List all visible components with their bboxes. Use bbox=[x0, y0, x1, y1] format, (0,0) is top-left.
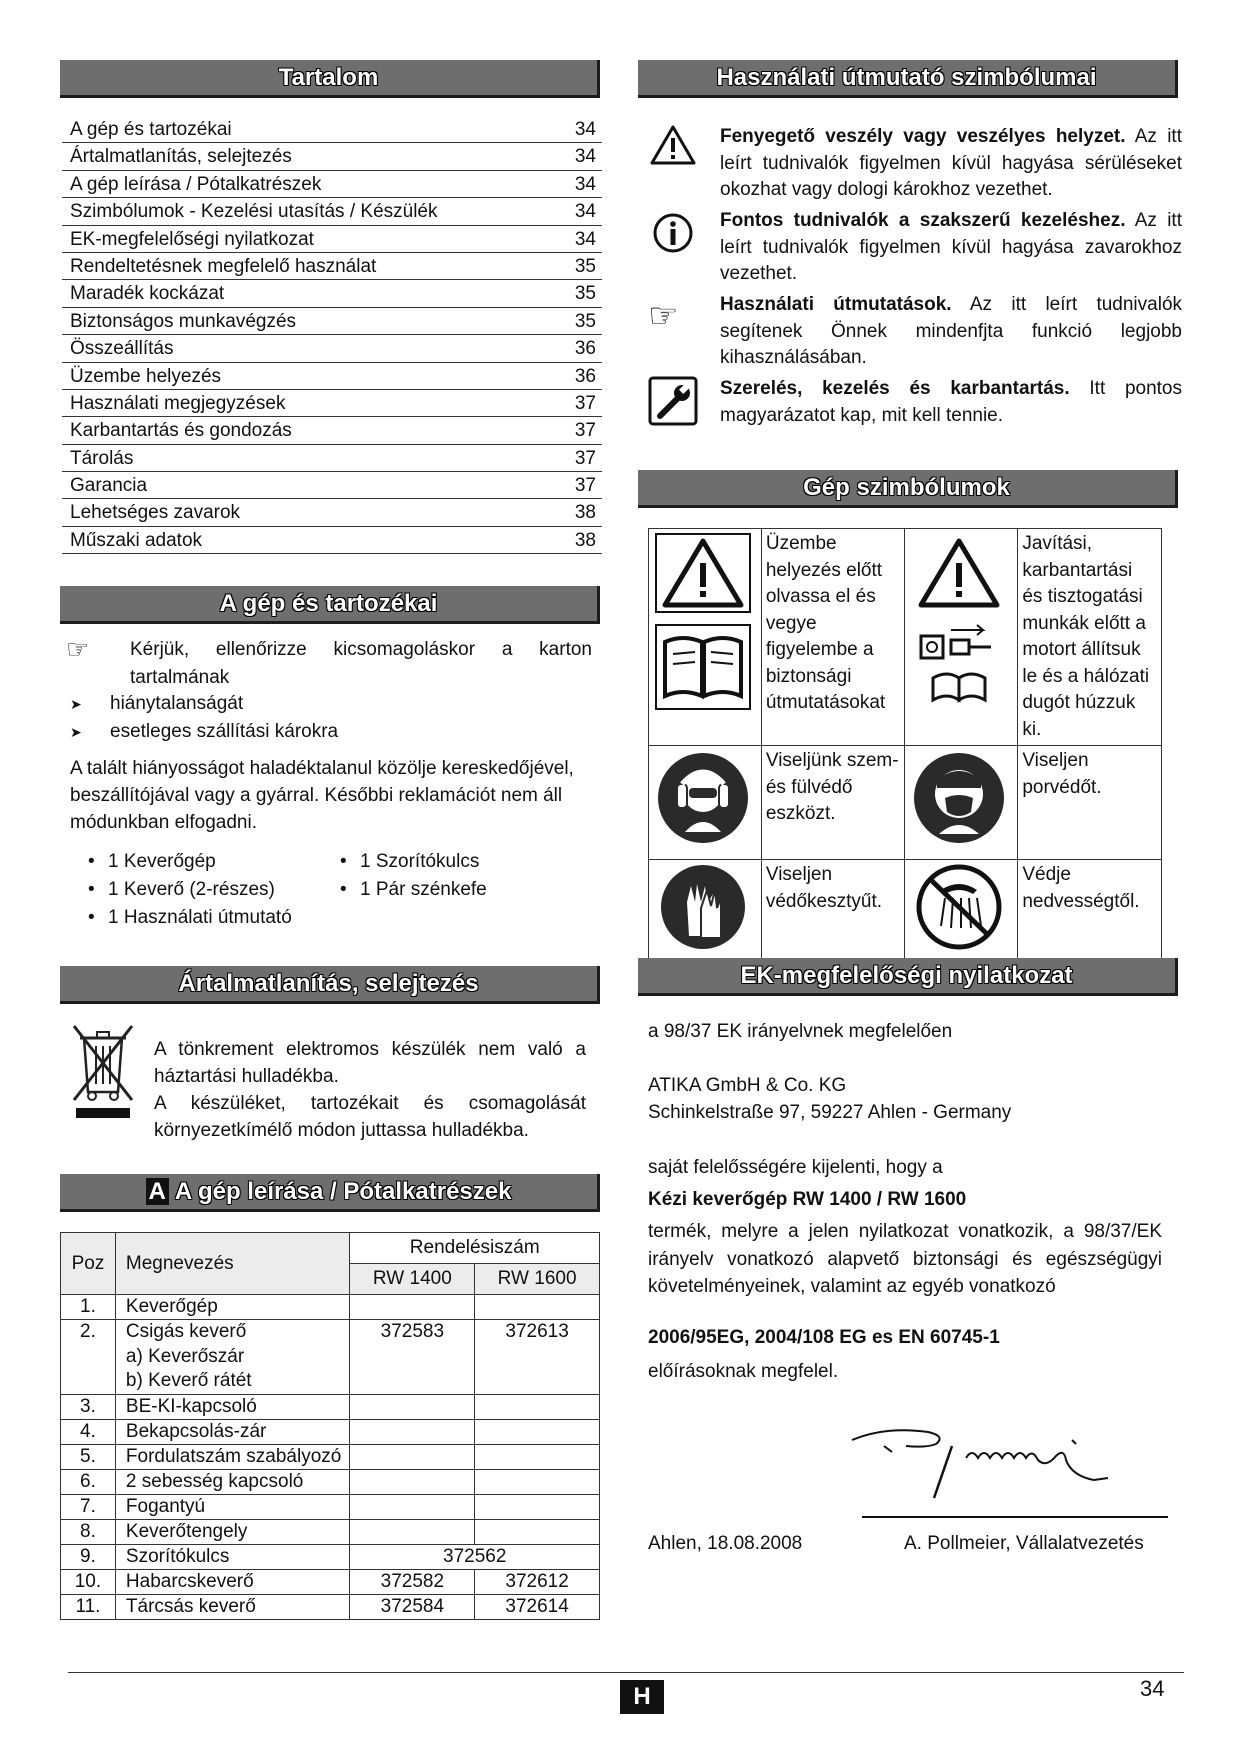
symbol-maintenance-text bbox=[720, 376, 1182, 429]
col-rw1600: RW 1600 bbox=[475, 1264, 600, 1295]
toc-label: A gép leírása / Pótalkatrészek bbox=[70, 173, 322, 195]
toc-page: 34 bbox=[574, 119, 596, 140]
disposal-header bbox=[60, 966, 600, 1004]
signature-line bbox=[862, 1516, 1168, 1518]
accessories-header bbox=[60, 586, 600, 624]
toc-row bbox=[62, 363, 602, 390]
part-order-rw1400 bbox=[350, 1469, 475, 1494]
gloves-icon-cell bbox=[649, 860, 762, 964]
toc-row bbox=[62, 390, 602, 417]
toc-label: A gép és tartozékai bbox=[70, 119, 232, 140]
table-row bbox=[61, 1444, 600, 1469]
toc-title: Tartalom bbox=[278, 64, 379, 91]
no-water-icon bbox=[911, 864, 1007, 950]
accessories-title: A gép és tartozékai bbox=[219, 590, 438, 617]
part-pos: 5. bbox=[61, 1444, 116, 1469]
machine-symbols-header bbox=[638, 470, 1178, 508]
toc-page: 37 bbox=[574, 392, 596, 414]
gloves-icon bbox=[655, 864, 751, 950]
ec-company: ATIKA GmbH & Co. KG bbox=[648, 1075, 847, 1096]
part-order-both: 372562 bbox=[350, 1544, 600, 1569]
part-pos: 10. bbox=[61, 1569, 116, 1594]
part-name: Habarcskeverő bbox=[115, 1569, 350, 1594]
eye-ear-protection-icon-cell bbox=[649, 746, 762, 860]
toc-row bbox=[62, 198, 602, 225]
pointing-hand-icon: ☞ bbox=[66, 634, 90, 664]
toc-page: 37 bbox=[574, 447, 596, 469]
language-badge: H bbox=[620, 1680, 664, 1714]
symbol-info-text bbox=[720, 208, 1182, 288]
crossed-bin-icon bbox=[70, 1024, 136, 1120]
toc-row bbox=[62, 171, 602, 198]
warning-unplug-icon-cell bbox=[905, 529, 1018, 746]
toc-page: 34 bbox=[574, 201, 596, 223]
accessories-bullets bbox=[62, 690, 592, 746]
symbol-cell-read-manual: Üzembe helyezés előtt olvassa el és vegye figyelembe a biztonsági útmutatásokat bbox=[761, 529, 905, 746]
toc-page: 36 bbox=[574, 365, 596, 387]
part-name: Keverőtengely bbox=[115, 1519, 350, 1544]
toc-page: 34 bbox=[574, 173, 596, 195]
manual-symbols-title: Használati útmutató szimbólumai bbox=[716, 64, 1097, 91]
col-pos: Poz bbox=[61, 1233, 116, 1295]
toc-row bbox=[62, 143, 602, 170]
toc-row bbox=[62, 527, 602, 554]
col-rw1400: RW 1400 bbox=[350, 1264, 475, 1295]
no-water-icon-cell bbox=[905, 860, 1018, 964]
part-order-rw1400 bbox=[350, 1519, 475, 1544]
part-order-rw1600: 372614 bbox=[475, 1594, 600, 1619]
symbol-tips-text bbox=[720, 292, 1182, 372]
manual-symbols-header bbox=[638, 60, 1178, 98]
part-pos: 7. bbox=[61, 1494, 116, 1519]
toc-label: Garancia bbox=[70, 475, 148, 497]
list-item: • 1 Keverő (2-részes) bbox=[74, 876, 314, 904]
table-of-contents bbox=[62, 116, 602, 554]
items-right bbox=[326, 848, 566, 904]
part-pos: 11. bbox=[61, 1594, 116, 1619]
toc-row bbox=[62, 308, 602, 335]
toc-page: 38 bbox=[574, 529, 596, 551]
warning-triangle-icon bbox=[911, 533, 1007, 613]
symbol-cell-gloves: Viseljen védőkesztyűt. bbox=[761, 860, 905, 964]
machine-symbols-title: Gép szimbólumok bbox=[803, 474, 1010, 501]
col-order: Rendelésiszám bbox=[350, 1233, 600, 1264]
part-order-rw1400: 372584 bbox=[350, 1594, 475, 1619]
dust-mask-icon-cell bbox=[905, 746, 1018, 860]
toc-row bbox=[62, 472, 602, 499]
table-row bbox=[61, 1320, 600, 1395]
part-name: Bekapcsolás-zár bbox=[115, 1419, 350, 1444]
parts-header bbox=[60, 1174, 600, 1212]
toc-row bbox=[62, 280, 602, 307]
toc-page: 37 bbox=[574, 420, 596, 442]
toc-header bbox=[60, 60, 600, 98]
ec-line4: előírásoknak megfelel. bbox=[648, 1361, 839, 1382]
list-item: ➤ hiánytalanságát bbox=[62, 690, 592, 718]
parts-title: A gép leírása / Pótalkatrészek bbox=[174, 1178, 512, 1205]
section-badge: A bbox=[146, 1178, 169, 1205]
toc-page: 36 bbox=[574, 338, 596, 360]
part-pos: 2. bbox=[61, 1320, 116, 1395]
info-icon bbox=[652, 212, 694, 254]
toc-row bbox=[62, 226, 602, 253]
toc-label: Maradék kockázat bbox=[70, 283, 225, 305]
manual-book-icon bbox=[655, 624, 751, 710]
toc-row bbox=[62, 445, 602, 472]
toc-row bbox=[62, 116, 602, 143]
ec-line3: termék, melyre a jelen nyilatkozat vonatkozik, a 98/37/EK irányelv vonatkozó alapvető biztonsági és egészségügyi követelményeinek, valamint az egyéb vonatkozó bbox=[648, 1221, 1162, 1297]
part-pos: 3. bbox=[61, 1394, 116, 1419]
part-pos: 8. bbox=[61, 1519, 116, 1544]
ec-place-date: Ahlen, 18.08.2008 bbox=[648, 1533, 803, 1554]
symbol-maintenance-desc: Itt pontos magyarázatot kap, mit kell tennie. bbox=[720, 378, 1182, 426]
wrench-icon bbox=[648, 376, 698, 426]
toc-label: EK-megfelelőségi nyilatkozat bbox=[70, 228, 314, 250]
symbol-cell-eye-ear: Viseljünk szem- és fülvédő eszközt. bbox=[761, 746, 905, 860]
part-order-rw1600 bbox=[475, 1494, 600, 1519]
accessories-intro-text: Kérjük, ellenőrizze kicsomagoláskor a karton tartalmának bbox=[130, 639, 592, 688]
part-order-rw1600 bbox=[475, 1469, 600, 1494]
part-pos: 6. bbox=[61, 1469, 116, 1494]
part-pos: 4. bbox=[61, 1419, 116, 1444]
table-row bbox=[61, 1544, 600, 1569]
symbol-cell-moisture: Védje nedvességtől. bbox=[1018, 860, 1162, 964]
part-name bbox=[115, 1320, 350, 1395]
symbol-maintenance-bold: Szerelés, kezelés és karbantartás. bbox=[720, 378, 1070, 399]
toc-label: Rendeltetésnek megfelelő használat bbox=[70, 255, 377, 277]
list-item: • 1 Szorítókulcs bbox=[326, 848, 566, 876]
part-order-rw1400 bbox=[350, 1444, 475, 1469]
disposal-title: Ártalmatlanítás, selejtezés bbox=[178, 970, 479, 997]
ec-line2: saját felelősségére kijelenti, hogy a bbox=[648, 1157, 943, 1178]
ec-signer: A. Pollmeier, Vállalatvezetés bbox=[904, 1533, 1144, 1554]
toc-label: Ártalmatlanítás, selejtezés bbox=[70, 146, 292, 168]
part-pos: 1. bbox=[61, 1295, 116, 1320]
toc-row bbox=[62, 335, 602, 362]
table-row bbox=[61, 1469, 600, 1494]
part-order-rw1400: 372582 bbox=[350, 1569, 475, 1594]
part-order-rw1400 bbox=[350, 1494, 475, 1519]
pointing-hand-icon: ☞ bbox=[648, 297, 679, 335]
toc-label: Biztonságos munkavégzés bbox=[70, 310, 297, 332]
signature bbox=[846, 1418, 1166, 1508]
part-order-rw1400 bbox=[350, 1295, 475, 1320]
warning-triangle-icon bbox=[655, 533, 751, 613]
toc-row bbox=[62, 499, 602, 526]
table-row bbox=[61, 1419, 600, 1444]
part-name: Tárcsás keverő bbox=[115, 1594, 350, 1619]
list-item: • 1 Használati útmutató bbox=[74, 904, 314, 932]
part-order-rw1400: 372583 bbox=[350, 1320, 475, 1395]
accessories-note: A talált hiányosságot haladéktalanul közölje kereskedőjével, beszállítójával vagy a gyárral. Későbbi reklamációt nem áll módunkban elfogadni. bbox=[70, 758, 574, 833]
table-row bbox=[61, 1519, 600, 1544]
ec-product: Kézi keverőgép RW 1400 / RW 1600 bbox=[648, 1189, 967, 1210]
eye-ear-protection-icon bbox=[655, 750, 751, 846]
part-name: 2 sebesség kapcsoló bbox=[115, 1469, 350, 1494]
symbol-tips-desc: Az itt leírt tudnivalók segítenek Önnek mindenfjta funkció legjobb kihasználásában. bbox=[720, 294, 1183, 368]
ec-line1: a 98/37 EK irányelvnek megfelelően bbox=[648, 1021, 953, 1042]
manual-symbols-list bbox=[644, 124, 1188, 444]
symbol-cell-dust: Viseljen porvédőt. bbox=[1018, 746, 1162, 860]
symbol-danger-text bbox=[720, 124, 1182, 204]
toc-page: 35 bbox=[574, 255, 596, 277]
list-item: ➤ esetleges szállítási károkra bbox=[62, 718, 592, 746]
ec-address: Schinkelstraße 97, 59227 Ahlen - Germany bbox=[648, 1102, 1012, 1123]
footer-rule bbox=[68, 1672, 1184, 1673]
col-name: Megnevezés bbox=[115, 1233, 350, 1295]
table-row bbox=[61, 1569, 600, 1594]
ec-standards: 2006/95EG, 2004/108 EG es EN 60745-1 bbox=[648, 1327, 1000, 1348]
table-row bbox=[61, 1295, 600, 1320]
page-number: 34 bbox=[1140, 1676, 1165, 1701]
symbol-danger-desc: Az itt leírt tudnivalók figyelmen kívül hagyása sérüléseket okozhat vagy dologi károkhoz vezethet. bbox=[720, 126, 1182, 200]
toc-page: 34 bbox=[574, 146, 596, 168]
part-name: Szorítókulcs bbox=[115, 1544, 350, 1569]
toc-label: Üzembe helyezés bbox=[70, 365, 222, 387]
toc-label: Tárolás bbox=[70, 447, 134, 469]
parts-table bbox=[60, 1232, 600, 1620]
dust-mask-icon bbox=[911, 750, 1007, 846]
symbol-tips-bold: Használati útmutatások. bbox=[720, 294, 952, 315]
toc-page: 37 bbox=[574, 475, 596, 497]
part-name: Keverőgép bbox=[115, 1295, 350, 1320]
toc-label: Szimbólumok - Kezelési utasítás / Készülék bbox=[70, 201, 438, 223]
part-order-rw1600 bbox=[475, 1295, 600, 1320]
part-order-rw1400 bbox=[350, 1419, 475, 1444]
disposal-line1: A tönkrement elektromos készülék nem való a háztartási hulladékba. bbox=[154, 1039, 586, 1087]
toc-label: Műszaki adatok bbox=[70, 529, 203, 551]
part-name: Fordulatszám szabályozó bbox=[115, 1444, 350, 1469]
unplug-icon bbox=[911, 622, 1007, 708]
list-item: • 1 Keverőgép bbox=[74, 848, 314, 876]
table-row bbox=[61, 1594, 600, 1619]
part-name-line: a) Keverőszár bbox=[125, 1345, 245, 1367]
toc-label: Lehetséges zavarok bbox=[70, 502, 241, 524]
list-item: • 1 Pár szénkefe bbox=[326, 876, 566, 904]
table-row bbox=[61, 1494, 600, 1519]
symbol-info-desc: Az itt leírt tudnivalók figyelmen kívül hagyása zavarokhoz vezethet. bbox=[720, 210, 1182, 284]
items-left bbox=[74, 848, 314, 932]
part-order-rw1600: 372612 bbox=[475, 1569, 600, 1594]
toc-row bbox=[62, 417, 602, 444]
toc-label: Használati megjegyzések bbox=[70, 392, 286, 414]
symbol-info-bold: Fontos tudnivalók a szakszerű kezeléshez. bbox=[720, 210, 1126, 231]
part-order-rw1400 bbox=[350, 1394, 475, 1419]
toc-row bbox=[62, 253, 602, 280]
part-order-rw1600 bbox=[475, 1444, 600, 1469]
symbol-cell-unplug: Javítási, karbantartási és tisztogatási munkák előtt a motort állítsuk le és a hálózati dugót húzzuk ki. bbox=[1018, 529, 1162, 746]
table-row bbox=[61, 1394, 600, 1419]
part-order-rw1600 bbox=[475, 1394, 600, 1419]
toc-page: 34 bbox=[574, 228, 596, 250]
warning-triangle-icon bbox=[650, 124, 696, 166]
part-pos: 9. bbox=[61, 1544, 116, 1569]
symbol-danger-bold: Fenyegető veszély vagy veszélyes helyzet. bbox=[720, 126, 1126, 147]
part-order-rw1600 bbox=[475, 1519, 600, 1544]
toc-page: 35 bbox=[574, 283, 596, 305]
part-name: Fogantyú bbox=[115, 1494, 350, 1519]
part-order-rw1600: 372613 bbox=[475, 1320, 600, 1395]
toc-page: 35 bbox=[574, 310, 596, 332]
part-order-rw1600 bbox=[475, 1419, 600, 1444]
ec-header bbox=[638, 958, 1178, 996]
toc-label: Karbantartás és gondozás bbox=[70, 420, 292, 442]
toc-label: Összeállítás bbox=[70, 338, 174, 360]
warning-manual-icon-cell bbox=[649, 529, 762, 746]
toc-page: 38 bbox=[574, 502, 596, 524]
machine-symbols-table bbox=[648, 528, 1162, 964]
part-name: BE-KI-kapcsoló bbox=[115, 1394, 350, 1419]
part-name-line: Csigás keverő bbox=[125, 1321, 247, 1342]
part-name-line: b) Keverő rátét bbox=[125, 1370, 252, 1391]
accessories-intro bbox=[62, 636, 592, 692]
ec-title: EK-megfelelőségi nyilatkozat bbox=[740, 962, 1073, 989]
disposal-line2: A készüléket, tartozékait és csomagolását környezetkímélő módon juttassa hulladékba. bbox=[154, 1093, 586, 1141]
